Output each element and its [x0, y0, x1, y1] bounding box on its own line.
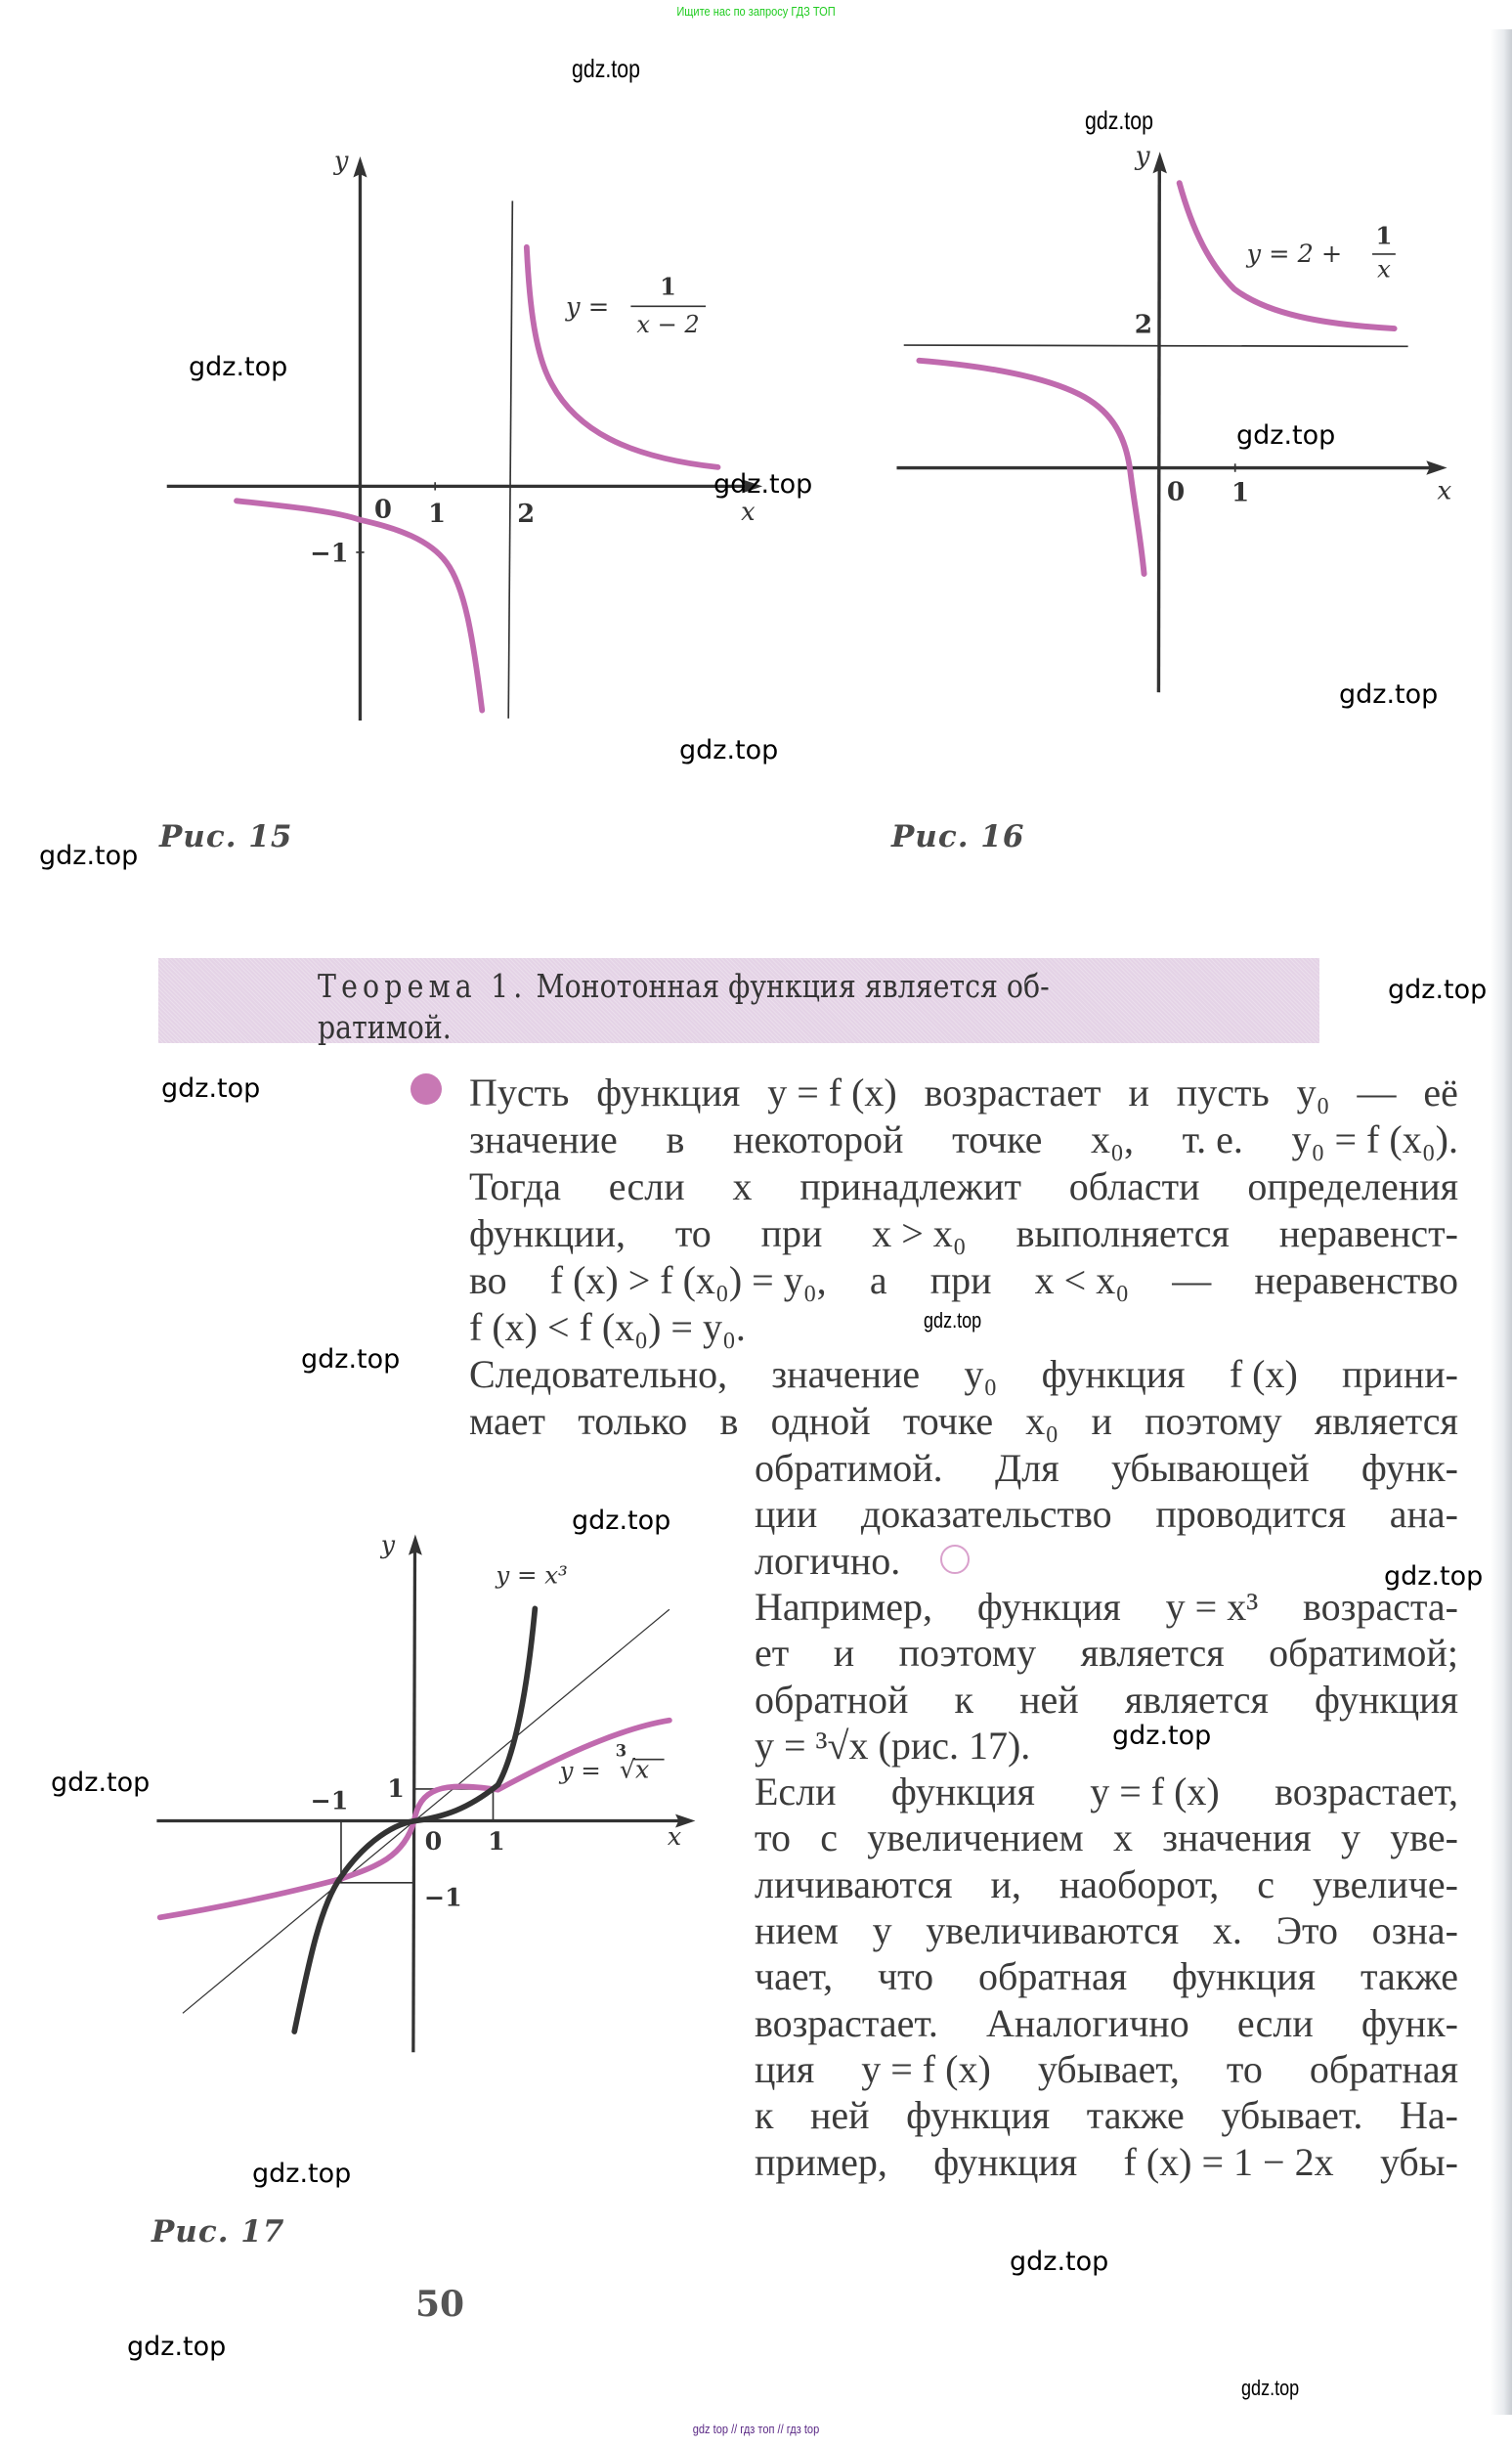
- svg-text:1: 1: [660, 272, 676, 301]
- word: Пусть: [469, 1071, 570, 1114]
- svg-text:2: 2: [517, 499, 536, 529]
- word: её: [1423, 1071, 1458, 1114]
- word: возраста-: [1303, 1584, 1458, 1629]
- text-line: [755, 1538, 900, 1584]
- text-line: [755, 2092, 1458, 2138]
- word: с: [1257, 1861, 1275, 1906]
- text-line: [755, 1907, 1458, 1953]
- word: функция: [933, 2139, 1078, 2184]
- word: y = ³√x (рис. 17).: [755, 1723, 1031, 1768]
- text-line: [469, 1257, 1458, 1303]
- text-line: [469, 1070, 1458, 1115]
- text-line: [755, 1445, 1458, 1491]
- text-line: [755, 1861, 1458, 1907]
- word: то: [755, 1815, 791, 1860]
- figure-17-graph: [137, 1506, 762, 2258]
- svg-text:x − 2: x − 2: [636, 310, 700, 338]
- word: обратная: [1309, 2046, 1458, 2091]
- text-line: [469, 1163, 1458, 1209]
- word: является: [1124, 1677, 1269, 1722]
- text-line: [755, 1491, 1458, 1537]
- word: к: [755, 2093, 774, 2138]
- word: точке: [952, 1117, 1043, 1161]
- text-line: [469, 1116, 1458, 1162]
- word: возрастает.: [755, 2000, 938, 2045]
- svg-text:−1: −1: [423, 1882, 462, 1912]
- watermark: gdz.top: [1236, 420, 1336, 451]
- word: логично.: [755, 1538, 901, 1583]
- word: Тогда: [469, 1164, 561, 1208]
- text-line: [755, 1769, 1458, 1814]
- word: Это: [1275, 1908, 1338, 1952]
- text-line: [755, 2046, 1458, 2092]
- svg-text:y = x³: y = x³: [496, 1560, 568, 1590]
- text-line: [469, 1351, 1458, 1397]
- text-line: [755, 2139, 1458, 2185]
- svg-text:y: y: [380, 1530, 396, 1559]
- watermark: gdz.top: [924, 1308, 982, 1333]
- word: значения: [1162, 1815, 1312, 1860]
- word: обратимой.: [755, 1446, 943, 1490]
- theorem-statement-line2: ратимой.: [318, 1008, 452, 1046]
- svg-text:3: 3: [615, 1741, 627, 1761]
- word: точке: [902, 1399, 994, 1443]
- word: Если: [755, 1770, 837, 1814]
- word: и: [833, 1631, 855, 1676]
- text-line: [469, 1398, 1458, 1444]
- word: только: [578, 1399, 688, 1443]
- word: поэтому: [1145, 1399, 1282, 1443]
- watermark: gdz.top: [1112, 1721, 1212, 1751]
- word: доказательство: [860, 1492, 1112, 1537]
- watermark: gdz.top: [252, 2159, 352, 2189]
- svg-text:1: 1: [1231, 477, 1250, 508]
- word: к: [954, 1677, 973, 1722]
- text-line: [755, 2000, 1458, 2046]
- svg-text:2: 2: [1134, 309, 1153, 340]
- word: во: [469, 1258, 507, 1302]
- word: x < x₀: [1034, 1258, 1130, 1302]
- word: x₀,: [1091, 1117, 1134, 1161]
- watermark: gdz.top: [572, 1506, 671, 1536]
- watermark: gdz.top: [1241, 2376, 1300, 2400]
- word: y = f (x): [767, 1071, 897, 1114]
- svg-text:x: x: [1437, 476, 1452, 506]
- word: увеличиваются: [926, 1908, 1180, 1952]
- word: f (x) < f (x₀) = y₀.: [469, 1305, 746, 1349]
- svg-text:0: 0: [373, 495, 392, 525]
- word: то: [1226, 2046, 1263, 2091]
- word: На-: [1399, 2093, 1458, 2138]
- watermark: gdz.top: [572, 54, 640, 83]
- watermark: gdz.top: [301, 1344, 401, 1375]
- word: x: [732, 1164, 753, 1208]
- word: Для: [994, 1446, 1059, 1490]
- word: пример,: [755, 2139, 887, 2184]
- word: является: [1080, 1631, 1225, 1676]
- word: функ-: [1361, 2000, 1458, 2045]
- word: мает: [469, 1399, 546, 1443]
- svg-text:√x: √x: [619, 1755, 650, 1784]
- top-banner[interactable]: Ищите нас по запросу ГДЗ ТОП: [676, 4, 836, 19]
- watermark: gdz.top: [1384, 1561, 1484, 1592]
- watermark: gdz.top: [51, 1768, 151, 1798]
- word: ет: [755, 1631, 790, 1676]
- word: ции: [755, 1492, 818, 1537]
- word: является: [1314, 1399, 1458, 1443]
- word: f (x): [1229, 1352, 1298, 1396]
- word: убывает.: [1221, 2093, 1363, 2138]
- watermark: gdz.top: [161, 1073, 261, 1104]
- text-line: [755, 1953, 1458, 1999]
- word: пусть: [1176, 1071, 1270, 1114]
- formula-lhs: y =: [566, 292, 610, 323]
- word: также: [1086, 2093, 1185, 2138]
- word: функ-: [1361, 1446, 1458, 1490]
- word: f (x) > f (x₀) = y₀,: [549, 1258, 827, 1302]
- word: области: [1068, 1164, 1200, 1208]
- word: значение: [771, 1352, 921, 1396]
- word: убывает,: [1037, 2046, 1180, 2091]
- watermark: gdz.top: [1388, 975, 1488, 1005]
- word: x.: [1212, 1908, 1242, 1952]
- text-line: [755, 1814, 1458, 1860]
- word: функция: [1172, 1954, 1317, 1999]
- watermark: gdz.top: [713, 469, 813, 500]
- y-axis-label: y: [333, 147, 349, 177]
- word: функция: [906, 2093, 1051, 2138]
- word: если: [1236, 2000, 1314, 2045]
- word: —: [1357, 1071, 1397, 1114]
- word: —: [1172, 1258, 1212, 1302]
- word: обратимой;: [1269, 1631, 1458, 1676]
- theorem-statement-line1: Монотонная функция является об-: [536, 967, 1050, 1005]
- figure-16-graph: [860, 98, 1512, 880]
- word: чает,: [755, 1954, 834, 1999]
- word: y: [872, 1908, 892, 1952]
- svg-text:1: 1: [1375, 221, 1393, 250]
- word: функция: [1041, 1352, 1186, 1396]
- word: обратной: [755, 1677, 909, 1722]
- theorem-box: [158, 958, 1319, 1046]
- word: функция: [976, 1584, 1121, 1629]
- word: наоборот,: [1058, 1861, 1220, 1906]
- word: одной: [770, 1399, 871, 1443]
- svg-text:y: y: [1135, 142, 1150, 172]
- word: то: [674, 1211, 712, 1255]
- word: и: [1128, 1071, 1149, 1114]
- word: неравенст-: [1278, 1211, 1458, 1255]
- watermark: gdz.top: [1085, 106, 1153, 135]
- text-line: [755, 1723, 1030, 1769]
- word: ней: [810, 2093, 870, 2138]
- figure-17-caption: Рис. 17: [151, 2214, 285, 2250]
- svg-text:x: x: [1376, 254, 1391, 284]
- word: x: [1113, 1815, 1133, 1860]
- word: т. е.: [1182, 1117, 1243, 1161]
- word: функция: [596, 1071, 741, 1114]
- figure-15-caption: Рис. 15: [159, 819, 293, 854]
- word: ана-: [1389, 1492, 1458, 1537]
- word: что: [878, 1954, 934, 1999]
- word: возрастает: [924, 1071, 1102, 1114]
- word: и: [1091, 1399, 1112, 1443]
- proof-start-bullet-icon: [410, 1073, 442, 1105]
- svg-text:y = 2 +: y = 2 +: [1246, 239, 1343, 269]
- svg-text:x: x: [667, 1822, 682, 1852]
- svg-text:−1: −1: [310, 1785, 349, 1815]
- word: принадлежит: [799, 1164, 1021, 1208]
- watermark: gdz.top: [127, 2332, 227, 2362]
- word: в: [719, 1399, 739, 1443]
- word: увеличе-: [1313, 1861, 1458, 1906]
- word: y: [1340, 1815, 1361, 1860]
- word: функции,: [469, 1211, 626, 1255]
- text-line: [755, 1584, 1458, 1630]
- word: y = f (x): [861, 2046, 991, 2091]
- word: x > x₀: [872, 1211, 967, 1255]
- word: Следовательно,: [469, 1352, 728, 1396]
- svg-text:0: 0: [424, 1825, 443, 1856]
- watermark: gdz.top: [1010, 2247, 1109, 2277]
- word: y₀: [1296, 1071, 1330, 1114]
- word: ция: [755, 2046, 815, 2091]
- word: Аналогично: [986, 2000, 1189, 2045]
- footer-banner[interactable]: gdz top // гдз топ // гдз top: [692, 2422, 820, 2436]
- word: при: [929, 1258, 992, 1302]
- word: Например,: [755, 1584, 932, 1629]
- text-line: [469, 1304, 746, 1350]
- word: личиваются: [755, 1861, 953, 1906]
- word: обратная: [978, 1954, 1128, 1999]
- word: y = f (x): [1090, 1770, 1220, 1814]
- text-line: [755, 1630, 1458, 1676]
- word: y₀: [964, 1352, 998, 1396]
- figure-16: [860, 98, 1512, 880]
- proof-end-circle-icon: [940, 1545, 970, 1574]
- watermark: gdz.top: [189, 352, 288, 382]
- svg-text:0: 0: [1166, 476, 1186, 507]
- watermark: gdz.top: [679, 735, 779, 765]
- figure-17: [137, 1506, 762, 2258]
- word: уве-: [1390, 1815, 1458, 1860]
- word: при: [760, 1211, 823, 1255]
- watermark: gdz.top: [1339, 679, 1439, 710]
- watermark: gdz.top: [39, 841, 139, 871]
- theorem-label: Теорема 1.: [318, 967, 528, 1005]
- text-line: [755, 1677, 1458, 1723]
- svg-text:1: 1: [488, 1825, 505, 1856]
- word: поэтому: [898, 1631, 1037, 1676]
- word: f (x) = 1 − 2x: [1123, 2139, 1334, 2184]
- word: с: [820, 1815, 838, 1860]
- svg-text:1: 1: [428, 499, 446, 529]
- word: y₀ = f (x₀).: [1291, 1117, 1458, 1161]
- word: озна-: [1371, 1908, 1458, 1952]
- word: функция: [1315, 1677, 1458, 1722]
- word: x₀: [1025, 1399, 1059, 1443]
- x-axis-label: x: [741, 497, 756, 527]
- word: также: [1360, 1954, 1458, 1999]
- word: y = x³: [1165, 1584, 1259, 1629]
- word: убы-: [1379, 2139, 1458, 2184]
- word: в: [666, 1117, 685, 1161]
- page-number: 50: [415, 2284, 465, 2325]
- svg-text:−1: −1: [310, 539, 349, 569]
- word: функция: [890, 1770, 1035, 1814]
- word: выполняется: [1015, 1211, 1230, 1255]
- word: увеличением: [867, 1815, 1084, 1860]
- word: убывающей: [1110, 1446, 1310, 1490]
- svg-text:1: 1: [387, 1773, 405, 1804]
- figure-16-caption: Рис. 16: [891, 819, 1025, 854]
- word: некоторой: [733, 1117, 904, 1161]
- word: а: [869, 1258, 887, 1302]
- word: нием: [755, 1908, 839, 1952]
- word: неравенство: [1254, 1258, 1458, 1302]
- theorem-text: [318, 966, 1306, 1048]
- word: если: [608, 1164, 685, 1208]
- word: ней: [1019, 1677, 1079, 1722]
- word: возрастает,: [1274, 1770, 1458, 1814]
- word: определения: [1247, 1164, 1458, 1208]
- word: и,: [990, 1861, 1021, 1906]
- word: значение: [469, 1117, 618, 1161]
- word: проводится: [1155, 1492, 1347, 1537]
- svg-text:y =: y =: [559, 1756, 601, 1785]
- word: прини-: [1342, 1352, 1458, 1396]
- text-line: [469, 1210, 1458, 1256]
